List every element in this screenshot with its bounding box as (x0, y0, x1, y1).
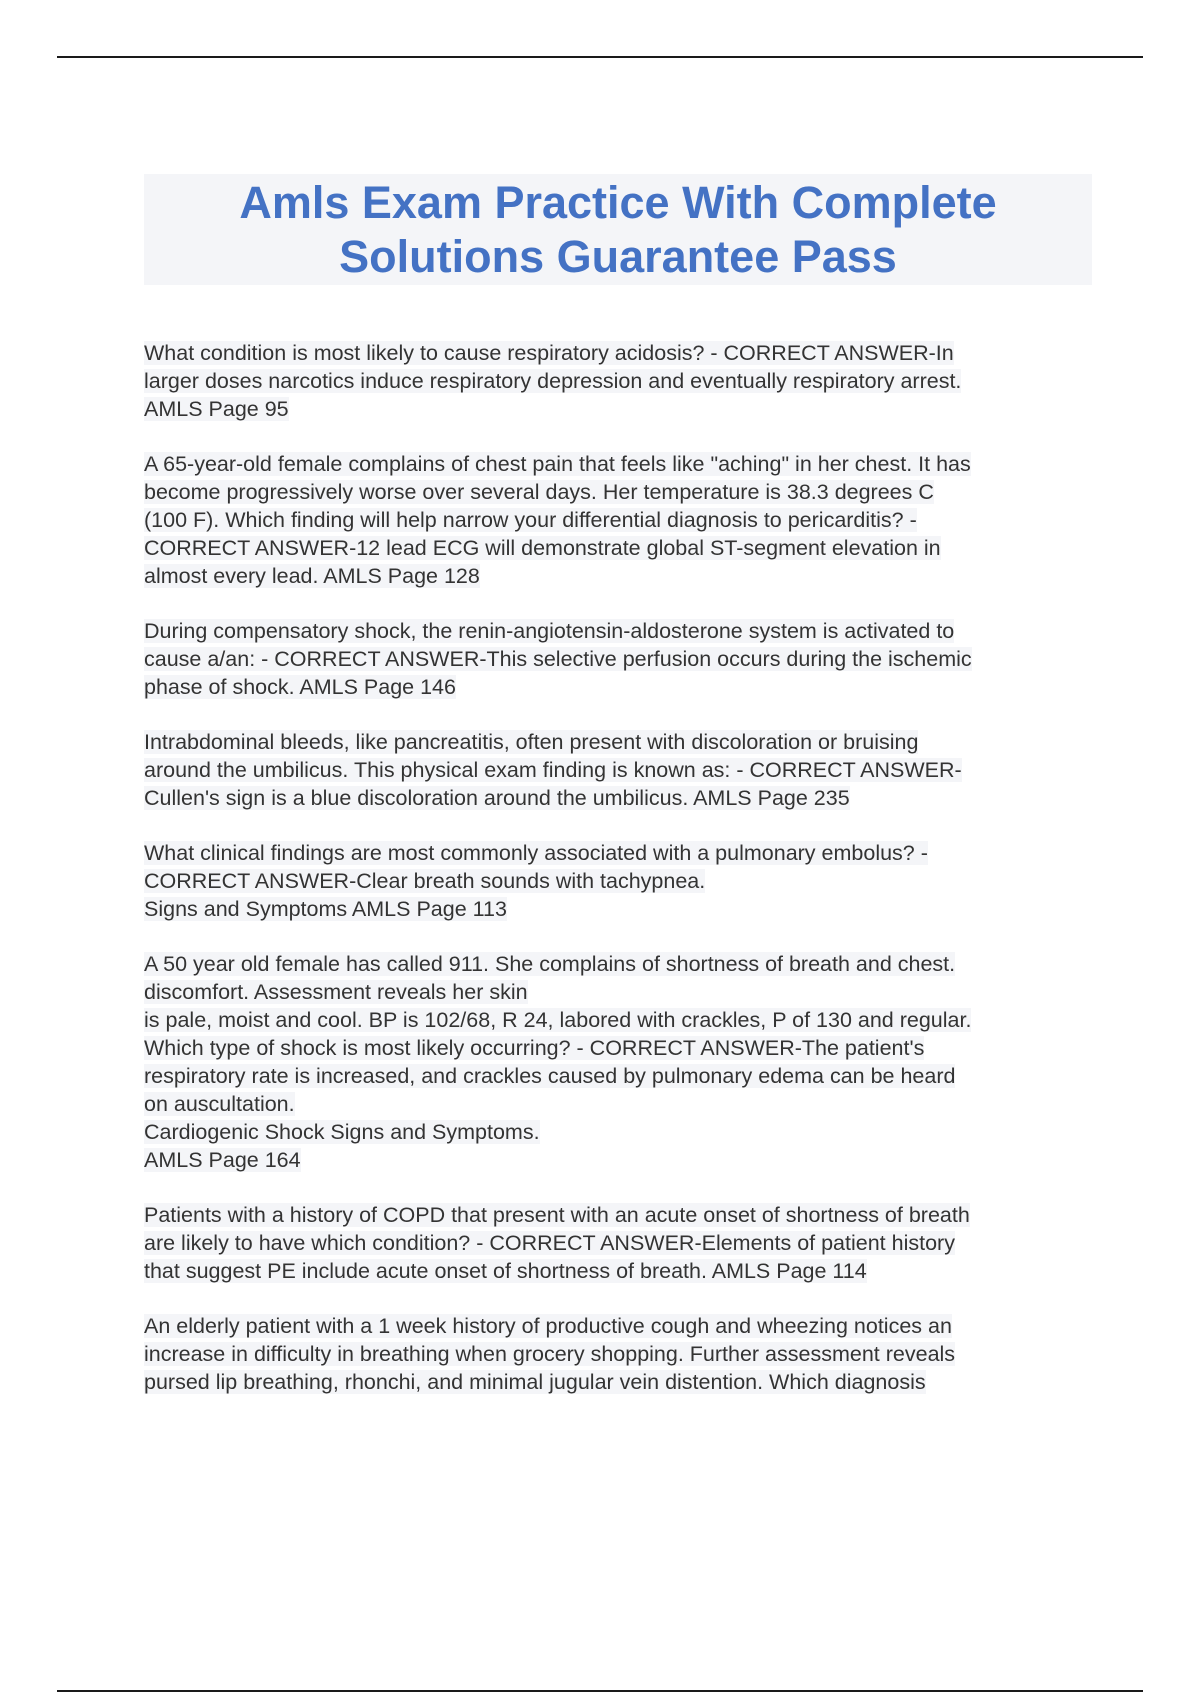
text-line: Signs and Symptoms AMLS Page 113 (144, 897, 507, 921)
text-line: What condition is most likely to cause respiratory acidosis? - CORRECT ANSWER-In (144, 341, 954, 365)
text-line: respiratory rate is increased, and crackles caused by pulmonary edema can be heard (144, 1064, 956, 1088)
text-line: Cardiogenic Shock Signs and Symptoms. (144, 1120, 540, 1144)
qa-list (144, 339, 1084, 1423)
title-line: Solutions Guarantee Pass (339, 230, 897, 282)
qa-item (144, 728, 1084, 812)
qa-item (144, 1312, 1084, 1396)
text-line: A 50 year old female has called 911. She complains of shortness of breath and chest. (144, 952, 956, 976)
text-line: AMLS Page 164 (144, 1148, 301, 1172)
text-line: larger doses narcotics induce respiratory depression and eventually respiratory arrest. (144, 369, 962, 393)
text-line: (100 F). Which finding will help narrow your differential diagnosis to pericarditis? - (144, 508, 917, 532)
text-line: on auscultation. (144, 1092, 295, 1116)
text-line: pursed lip breathing, rhonchi, and minimal jugular vein distention. Which diagnosis (144, 1370, 926, 1394)
document-title (144, 174, 1092, 285)
text-line: increase in difficulty in breathing when grocery shopping. Further assessment reveals (144, 1342, 956, 1366)
bottom-rule (57, 1690, 1143, 1692)
text-line: What clinical findings are most commonly associated with a pulmonary embolus? - (144, 841, 928, 865)
qa-item (144, 339, 1084, 423)
text-line: A 65-year-old female complains of chest pain that feels like "aching" in her chest. It has (144, 452, 971, 476)
text-line: Cullen's sign is a blue discoloration around the umbilicus. AMLS Page 235 (144, 786, 850, 810)
text-line: CORRECT ANSWER-12 lead ECG will demonstrate global ST-segment elevation in (144, 536, 941, 560)
text-line: AMLS Page 95 (144, 397, 289, 421)
text-line: cause a/an: - CORRECT ANSWER-This selective perfusion occurs during the ischemic (144, 647, 972, 671)
text-line: are likely to have which condition? - CORRECT ANSWER-Elements of patient history (144, 1231, 955, 1255)
top-rule (57, 56, 1143, 58)
qa-item (144, 950, 1084, 1174)
qa-item (144, 1201, 1084, 1285)
text-line: An elderly patient with a 1 week history of productive cough and wheezing notices an (144, 1314, 952, 1338)
qa-item (144, 839, 1084, 923)
text-line: become progressively worse over several days. Her temperature is 38.3 degrees C (144, 480, 934, 504)
qa-item (144, 617, 1084, 701)
text-line: discomfort. Assessment reveals her skin (144, 980, 528, 1004)
text-line: Patients with a history of COPD that present with an acute onset of shortness of breath (144, 1203, 970, 1227)
text-line: that suggest PE include acute onset of shortness of breath. AMLS Page 114 (144, 1259, 867, 1283)
text-line: almost every lead. AMLS Page 128 (144, 564, 480, 588)
title-line: Amls Exam Practice With Complete (239, 176, 997, 228)
text-line: Which type of shock is most likely occurring? - CORRECT ANSWER-The patient's (144, 1036, 925, 1060)
text-line: CORRECT ANSWER-Clear breath sounds with tachypnea. (144, 869, 706, 893)
text-line: During compensatory shock, the renin-angiotensin-aldosterone system is activated to (144, 619, 955, 643)
qa-item (144, 450, 1084, 590)
text-line: around the umbilicus. This physical exam finding is known as: - CORRECT ANSWER- (144, 758, 962, 782)
text-line: is pale, moist and cool. BP is 102/68, R 24, labored with crackles, P of 130 and regular. (144, 1008, 972, 1032)
text-line: phase of shock. AMLS Page 146 (144, 675, 456, 699)
text-line: Intrabdominal bleeds, like pancreatitis, often present with discoloration or bruising (144, 730, 919, 754)
